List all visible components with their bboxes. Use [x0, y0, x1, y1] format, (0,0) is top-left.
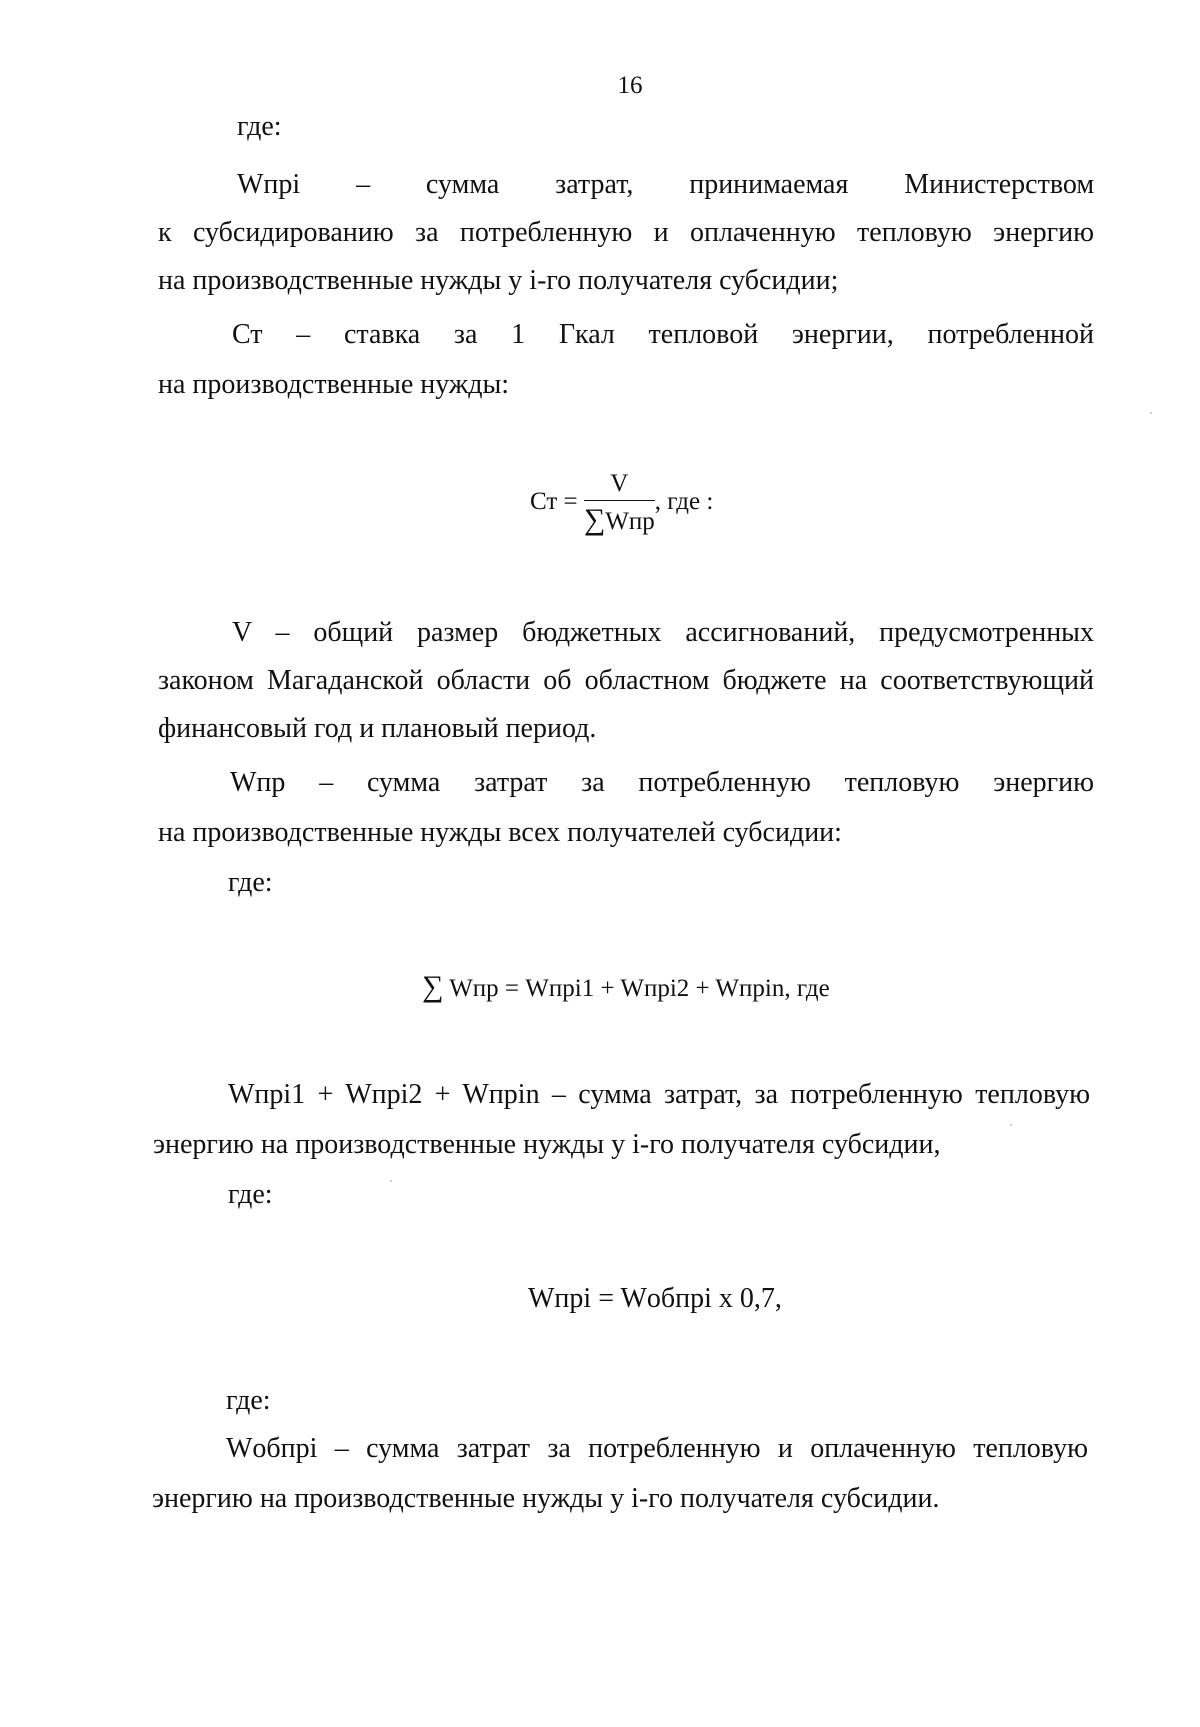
- sigma-symbol: ∑: [422, 970, 444, 1003]
- formula-denominator: [584, 501, 655, 537]
- paragraph-line: энергию на производственные нужды у i-го получателя субсидии.: [152, 1483, 940, 1514]
- word: потребленной: [927, 319, 1095, 350]
- paragraph-line: [237, 168, 1094, 202]
- word: энергию: [993, 767, 1095, 798]
- formula-sum: [422, 970, 830, 1004]
- word: затрат,: [555, 169, 634, 200]
- word: ставка: [343, 319, 421, 350]
- sigma-symbol: ∑: [583, 503, 606, 536]
- where-label: где:: [228, 1179, 273, 1210]
- formula-rate: [530, 470, 713, 537]
- word: тепловую: [844, 767, 960, 798]
- word: Wпр: [230, 767, 286, 798]
- word: Гкал: [558, 319, 615, 350]
- word: –: [356, 169, 371, 200]
- word: за: [581, 767, 605, 798]
- paragraph-line: финансовый год и плановый период.: [158, 713, 597, 744]
- formula-sum-text: Wпр = Wпрi1 + Wпрi2 + Wпрin, где: [449, 975, 830, 1002]
- formula-fraction: [584, 470, 655, 537]
- word: тепловой: [648, 319, 759, 350]
- paragraph-line: на производственные нужды:: [158, 369, 510, 400]
- formula-numerator: V: [584, 470, 655, 501]
- paragraph-line: на производственные нужды всех получателей субсидии:: [158, 817, 842, 848]
- where-label: где:: [226, 1385, 271, 1416]
- formula-coefficient: Wпрi = Wобпрi x 0,7,: [528, 1283, 782, 1314]
- paragraph-line: [230, 766, 1094, 800]
- formula-lhs: Ст =: [530, 488, 578, 516]
- word: энергии,: [791, 319, 894, 350]
- paragraph-line: на производственные нужды у i-го получателя субсидии;: [158, 265, 839, 296]
- formula-denominator-text: Wпр: [605, 508, 655, 535]
- word: сумма: [425, 169, 500, 200]
- paragraph-line: Wобпрi – сумма затрат за потребленную и оплаченную тепловую: [226, 1433, 1088, 1464]
- word: за: [453, 319, 478, 350]
- word: Wпрi: [237, 169, 301, 200]
- word: потребленную: [638, 767, 811, 798]
- paragraph-line: законом Магаданской области об областном бюджете на соответствующий: [158, 665, 1094, 696]
- word: сумма: [366, 767, 441, 798]
- where-label: где:: [228, 867, 273, 898]
- word: принимаемая: [689, 169, 849, 200]
- word: –: [319, 767, 334, 798]
- scan-speck: [1010, 1124, 1012, 1126]
- word: затрат: [474, 767, 548, 798]
- word: 1: [511, 319, 526, 350]
- word: –: [296, 319, 311, 350]
- where-label: где:: [237, 111, 282, 142]
- scan-speck: [390, 1180, 392, 1182]
- word: Ст: [232, 319, 263, 350]
- paragraph-line: V – общий размер бюджетных ассигнований, предусмотренных: [232, 617, 1094, 648]
- paragraph-line: Wпрi1 + Wпрi2 + Wпрin – сумма затрат, за потребленную тепловую: [228, 1079, 1090, 1110]
- word: Министерством: [904, 169, 1095, 200]
- page-number: 16: [617, 72, 643, 99]
- paragraph-line: [232, 318, 1094, 352]
- paragraph-line: к субсидированию за потребленную и оплаченную тепловую энергию: [158, 217, 1094, 248]
- formula-suffix: , где :: [654, 488, 714, 516]
- paragraph-line: энергию на производственные нужды у i-го получателя субсидии,: [153, 1129, 941, 1160]
- scan-speck: [1150, 412, 1152, 414]
